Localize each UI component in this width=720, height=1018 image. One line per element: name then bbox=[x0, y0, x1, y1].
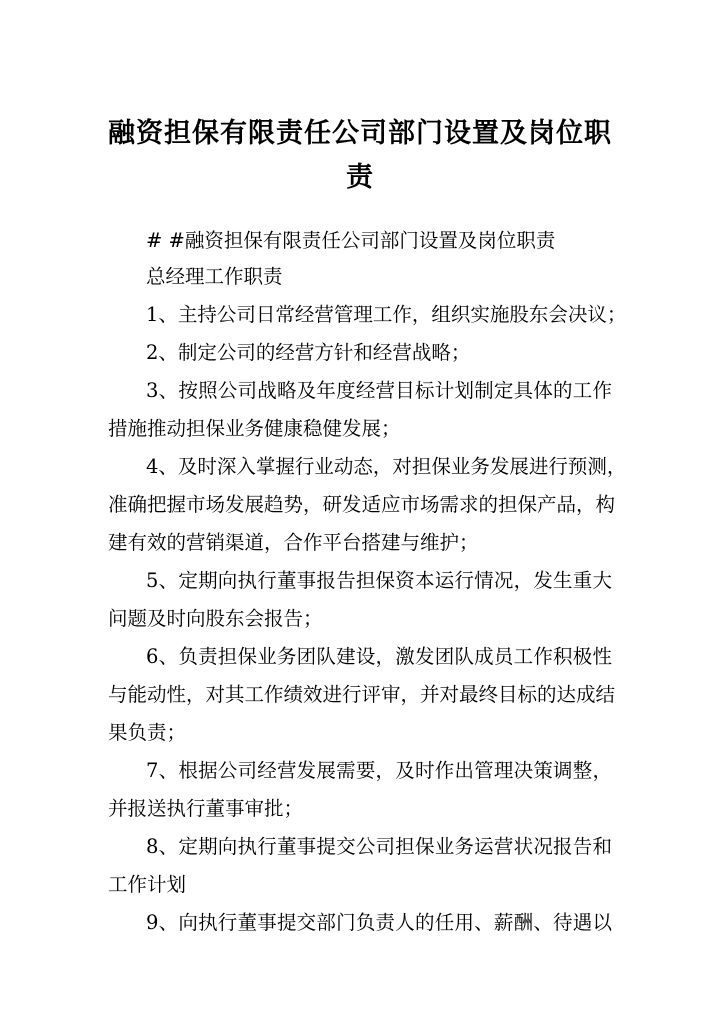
paragraph-line: 措施推动担保业务健康稳健发展； bbox=[108, 417, 401, 440]
title-line-1: 融资担保有限责任公司部门设置及岗位职 bbox=[108, 118, 612, 149]
paragraph-line: 2、制定公司的经营方针和经营战略； bbox=[146, 341, 471, 364]
paragraph-line: 6、负责担保业务团队建设，激发团队成员工作积极性 bbox=[146, 645, 612, 668]
paragraph-line: 4、及时深入掌握行业动态，对担保业务发展进行预测， bbox=[146, 455, 627, 478]
paragraph-line: 1、主持公司日常经营管理工作，组织实施股东会决议； bbox=[146, 303, 627, 326]
title-line-2: 责 bbox=[346, 162, 374, 193]
paragraph-line: 建有效的营销渠道，合作平台搭建与维护； bbox=[108, 531, 479, 554]
paragraph-line: 7、根据公司经营发展需要，及时作出管理决策调整， bbox=[146, 759, 612, 782]
paragraph-line: 果负责； bbox=[108, 721, 187, 744]
paragraph-line: 8、定期向执行董事提交公司担保业务运营状况报告和 bbox=[146, 835, 612, 858]
paragraph-line: 准确把握市场发展趋势，研发适应市场需求的担保产品，构 bbox=[108, 493, 616, 516]
paragraph-line: 问题及时向股东会报告； bbox=[108, 607, 323, 630]
paragraph-line: 与能动性，对其工作绩效进行评审，并对最终目标的达成结 bbox=[108, 683, 616, 706]
paragraph-line: 5、定期向执行董事报告担保资本运行情况，发生重大 bbox=[146, 569, 612, 592]
paragraph-line: 工作计划 bbox=[108, 873, 187, 896]
paragraph-line: 并报送执行董事审批； bbox=[108, 797, 304, 820]
section-heading: 总经理工作职责 bbox=[146, 265, 283, 288]
paragraph-line: 3、按照公司战略及年度经营目标计划制定具体的工作 bbox=[146, 379, 612, 402]
subheading-line: # #融资担保有限责任公司部门设置及岗位职责 bbox=[146, 229, 556, 252]
document-title bbox=[108, 112, 612, 200]
paragraph-line: 9、向执行董事提交部门负责人的任用、薪酬、待遇以 bbox=[146, 911, 612, 934]
